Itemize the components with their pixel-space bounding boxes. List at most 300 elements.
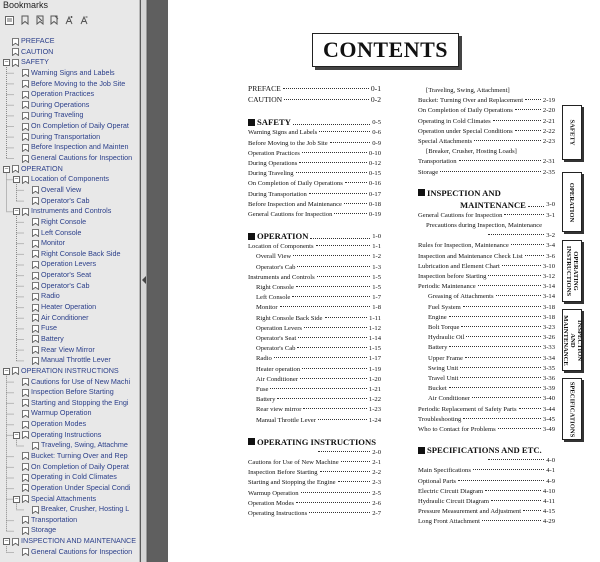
bookmark-icon <box>32 272 39 280</box>
toc-entry-label: Instruments and Controls <box>248 273 315 281</box>
toc-page-number: 3-44 <box>542 405 555 413</box>
leader-dots <box>304 327 367 328</box>
bookmark-item[interactable] <box>0 217 140 228</box>
bookmark-label: Operation Under Special Condi <box>31 482 131 492</box>
toc-entry[interactable] <box>418 497 555 507</box>
toc-entry[interactable] <box>418 405 555 415</box>
bookmark-item[interactable] <box>0 249 140 260</box>
toc-entry-label: Transportation <box>418 158 457 166</box>
collapse-toggle-icon[interactable]: – <box>14 176 19 183</box>
bookmark-item[interactable] <box>0 259 140 270</box>
toc-section-heading[interactable] <box>248 436 381 448</box>
toc-entry[interactable] <box>418 425 555 435</box>
toc-page-number: 1-5 <box>372 284 381 291</box>
toc-entry-label: Optional Parts <box>418 477 456 485</box>
bookmark-icon <box>22 484 29 492</box>
bookmark-item[interactable] <box>0 270 140 281</box>
bookmark-label: Monitor <box>41 238 65 248</box>
toc-entry[interactable] <box>428 354 555 364</box>
toc-entry[interactable] <box>248 169 381 179</box>
bookmark-item[interactable] <box>0 419 140 430</box>
bookmark-icon <box>32 346 39 354</box>
toc-note <box>426 147 517 157</box>
toc-entry-label: Who to Contact for Problems <box>418 426 496 433</box>
bookmark-item[interactable] <box>0 355 140 366</box>
toc-section-heading[interactable] <box>248 230 381 242</box>
toc-entry[interactable] <box>428 374 555 384</box>
text-larger-icon[interactable] <box>65 15 74 25</box>
toc-entry[interactable] <box>418 262 555 272</box>
leader-dots <box>461 326 540 327</box>
leader-dots <box>297 347 366 348</box>
leader-dots <box>310 238 370 239</box>
bookmark-item[interactable] <box>0 79 140 90</box>
leader-dots <box>300 378 367 379</box>
bookmark-item[interactable] <box>0 281 140 292</box>
toc-entry[interactable] <box>248 458 381 468</box>
collapse-toggle-icon[interactable]: – <box>4 538 9 545</box>
toc-entry[interactable] <box>428 343 555 353</box>
bookmark-icon <box>32 261 39 269</box>
toc-section-heading[interactable] <box>418 444 555 456</box>
toc-page-number: 1-23 <box>368 406 381 414</box>
toc-page-number: 3-49 <box>542 426 555 433</box>
toc-entry[interactable] <box>256 314 381 324</box>
toc-entry[interactable] <box>428 384 555 394</box>
toc-entry[interactable] <box>418 137 555 147</box>
toc-entry-label: Electric Circuit Diagram <box>418 487 484 495</box>
bookmark-icon <box>32 314 39 322</box>
bookmark-item[interactable] <box>0 472 140 483</box>
leader-dots <box>277 398 366 399</box>
toc-page-number: 2-6 <box>372 499 381 507</box>
section-tab[interactable] <box>562 172 582 232</box>
toc-entry-label: On Completion of Daily Operations <box>418 107 513 115</box>
bookmark-item[interactable] <box>0 89 140 100</box>
section-tab[interactable] <box>562 240 582 302</box>
bookmark-item[interactable] <box>0 313 140 324</box>
bookmark-item[interactable] <box>0 110 140 121</box>
toc-entry[interactable] <box>428 394 555 404</box>
toc-entry-label: Operation under Special Conditions <box>418 127 513 135</box>
toc-section-heading[interactable] <box>418 199 555 211</box>
toc-entry[interactable] <box>418 157 555 167</box>
toc-entry[interactable] <box>248 448 381 458</box>
leader-dots <box>325 317 368 318</box>
toc-page-number: 3-1 <box>546 211 555 219</box>
bookmark-item[interactable] <box>0 504 140 515</box>
bookmark-item[interactable] <box>0 57 140 68</box>
collapse-toggle-icon[interactable]: – <box>4 367 9 374</box>
bookmark-label: Fuse <box>41 323 57 333</box>
toc-page-number: 4-1 <box>546 467 555 475</box>
section-tab-label: INSPECTION AND MAINTENANCE <box>561 314 583 366</box>
leader-dots <box>302 368 367 369</box>
toc-entry[interactable] <box>256 405 381 415</box>
bookmark-label: Air Conditioner <box>41 312 89 322</box>
collapse-arrow-icon[interactable] <box>142 276 146 284</box>
toc-entry-label: Operator's Seat <box>256 335 297 342</box>
leader-dots <box>496 295 541 296</box>
bookmark-icon <box>22 69 29 77</box>
toc-note-label: Precautions during Inspection, Maintenance <box>426 222 543 229</box>
toc-page-number: 4-15 <box>542 508 555 516</box>
toc-entry-label: During Operations <box>248 160 298 167</box>
bookmark-icon <box>22 101 29 109</box>
panel-splitter[interactable] <box>141 0 147 562</box>
toc-heading-label: INSPECTION AND <box>427 187 501 198</box>
leader-dots <box>460 377 541 378</box>
collapse-toggle-icon[interactable]: – <box>14 208 19 215</box>
bookmark-item[interactable] <box>0 430 140 441</box>
toc-entry[interactable] <box>248 499 381 509</box>
bookmark-icon <box>12 48 19 56</box>
leader-dots <box>473 469 544 470</box>
bookmark-label: OPERATION INSTRUCTIONS <box>21 365 119 375</box>
toc-entry[interactable] <box>418 487 555 497</box>
toc-entry[interactable] <box>248 139 381 149</box>
leader-dots <box>460 367 541 368</box>
bookmark-label: Operation Practices <box>31 89 95 99</box>
toc-page-number: 2-23 <box>542 138 555 145</box>
bookmark-icon <box>22 399 29 407</box>
toc-entry[interactable] <box>256 354 381 364</box>
collapse-toggle-icon[interactable]: – <box>4 59 9 66</box>
toc-entry[interactable] <box>428 333 555 343</box>
toc-entry[interactable] <box>418 168 555 178</box>
toc-page-number: 1-15 <box>368 345 381 353</box>
toc-page-number: 2-19 <box>542 97 555 105</box>
bookmark-item[interactable] <box>0 451 140 462</box>
toc-entry-label: Warning Signs and Labels <box>248 129 318 137</box>
bookmark-icon <box>22 431 29 439</box>
bookmark-item[interactable] <box>0 302 140 313</box>
toc-entry[interactable] <box>248 95 381 105</box>
bookmark-icon <box>12 38 19 46</box>
toc-entry[interactable] <box>418 517 555 527</box>
leader-dots <box>303 408 367 409</box>
toc-page-number: 2-21 <box>542 117 555 125</box>
toc-entry[interactable] <box>418 507 555 517</box>
toc-page-number: 0-6 <box>372 129 381 137</box>
toc-entry[interactable] <box>248 242 381 252</box>
section-tab[interactable] <box>562 309 582 371</box>
bookmark-item[interactable] <box>0 334 140 345</box>
bookmark-label: Operator's Cab <box>41 280 90 290</box>
bookmark-item[interactable] <box>0 47 140 58</box>
bookmark-label: Bucket: Turning Over and Rep <box>31 450 128 460</box>
toc-page-number: 3-18 <box>542 313 555 321</box>
bookmark-tree <box>0 36 140 557</box>
toc-section-heading[interactable] <box>418 187 555 199</box>
bookmark-item[interactable] <box>0 377 140 388</box>
toc-entry[interactable] <box>418 241 555 251</box>
toc-page-number: 3-0 <box>546 201 555 209</box>
toc-entry[interactable] <box>256 303 381 313</box>
leader-dots <box>298 337 367 338</box>
toc-entry[interactable] <box>428 313 555 323</box>
toc-page-number: 0-17 <box>368 190 381 198</box>
toc-entry[interactable] <box>256 395 381 405</box>
toc-entry[interactable] <box>248 179 381 189</box>
leader-dots <box>293 124 370 125</box>
toc-page-number: 1-8 <box>372 304 381 312</box>
toc-entry-label: Fuse <box>256 386 269 393</box>
section-tab[interactable] <box>562 378 582 440</box>
toc-entry[interactable] <box>248 489 381 499</box>
toc-page-number: 3-39 <box>542 385 555 393</box>
bookmark-label: Operating Instructions <box>31 429 102 439</box>
toc-entry[interactable] <box>256 365 381 375</box>
toc-page-number: 2-5 <box>372 489 381 497</box>
toc-entry-label: Inspection before Starting <box>418 273 487 280</box>
bookmark-icon <box>22 421 29 429</box>
toc-entry-label: Heater operation <box>256 365 301 373</box>
leader-dots <box>280 306 371 307</box>
section-tab-label: SAFETY <box>568 119 576 146</box>
leader-dots <box>525 99 541 100</box>
bookmark-label: SAFETY <box>21 57 49 67</box>
toc-entry[interactable] <box>256 416 381 426</box>
toc-entry[interactable] <box>256 293 381 303</box>
toc-entry[interactable] <box>256 344 381 354</box>
toc-entry[interactable] <box>428 364 555 374</box>
leader-dots <box>296 286 370 287</box>
leader-dots <box>515 109 541 110</box>
bookmark-item[interactable] <box>0 515 140 526</box>
bookmark-item[interactable] <box>0 494 140 505</box>
toc-entry[interactable] <box>248 84 381 94</box>
toc-entry-label: Left Console <box>256 294 291 302</box>
document-page <box>168 0 600 562</box>
bookmark-item[interactable] <box>0 366 140 377</box>
toc-page-number: 2-0 <box>372 448 381 456</box>
toc-page-number: 1-1 <box>372 243 381 251</box>
bookmark-icon <box>12 59 19 67</box>
leader-dots <box>482 520 541 521</box>
bookmark-label: Operation Modes <box>31 419 87 429</box>
delete-bookmark-icon[interactable] <box>35 15 44 25</box>
toc-page-number: 3-18 <box>542 303 555 311</box>
toc-entry[interactable] <box>418 96 555 106</box>
bookmark-item[interactable] <box>0 345 140 356</box>
toc-entry[interactable] <box>248 468 381 478</box>
bookmark-icon <box>22 474 29 482</box>
bookmark-item[interactable] <box>0 387 140 398</box>
toc-page-number: 0-1 <box>370 84 381 93</box>
bookmark-item[interactable] <box>0 536 140 547</box>
toc-entry[interactable] <box>248 159 381 169</box>
bookmark-label: Manual Throttle Lever <box>41 355 111 365</box>
bookmark-icon <box>32 335 39 343</box>
toc-entry[interactable] <box>248 128 381 138</box>
bookmark-item[interactable] <box>0 174 140 185</box>
bookmark-item[interactable] <box>0 185 140 196</box>
bookmark-item[interactable] <box>0 164 140 175</box>
toc-entry[interactable] <box>256 334 381 344</box>
bookmark-icon <box>32 293 39 301</box>
bookmark-item[interactable] <box>0 462 140 473</box>
section-tab[interactable] <box>562 105 582 160</box>
toc-entry[interactable] <box>248 478 381 488</box>
bookmark-label: Battery <box>41 333 64 343</box>
toc-entry[interactable] <box>418 106 555 116</box>
bookmark-icon <box>32 442 39 450</box>
toc-heading-label: OPERATING INSTRUCTIONS <box>257 436 376 447</box>
toc-entry-label: Main Specifications <box>418 467 471 475</box>
toc-entry[interactable] <box>248 210 381 220</box>
bookmark-item[interactable] <box>0 228 140 239</box>
toc-page-number: 3-36 <box>542 375 555 382</box>
toc-entry[interactable] <box>418 117 555 127</box>
bookmark-label: During Traveling <box>31 110 84 120</box>
bookmark-icon <box>22 527 29 535</box>
toc-entry[interactable] <box>256 375 381 385</box>
toc-entry-label: Periodic Replacement of Safety Parts <box>418 405 517 413</box>
toc-page-number: 3-34 <box>542 354 555 362</box>
toc-entry-label: Fuel System <box>428 303 461 311</box>
bookmark-item[interactable] <box>0 68 140 79</box>
bookmark-icon <box>32 506 39 514</box>
leader-dots <box>502 265 541 266</box>
new-bookmark-icon[interactable] <box>20 15 29 25</box>
toc-entry-label: Right Console <box>256 284 294 291</box>
collapse-toggle-icon[interactable]: – <box>4 165 9 172</box>
toc-entry[interactable] <box>418 211 555 221</box>
toc-entry[interactable] <box>418 415 555 425</box>
leader-dots <box>270 388 366 389</box>
toc-entry-label: CAUTION <box>248 95 283 105</box>
bookmark-label: Operating in Cold Climates <box>31 472 117 482</box>
leader-dots <box>316 245 371 246</box>
toc-entry-label: Battery <box>428 344 448 352</box>
toc-entry[interactable] <box>248 509 381 519</box>
toc-entry[interactable] <box>418 456 555 466</box>
bookmark-item[interactable] <box>0 121 140 132</box>
toc-entry-label: Upper Frame <box>428 354 463 362</box>
toc-note-label: [Breaker, Crusher, Hosting Loads] <box>426 148 517 156</box>
bookmark-label: On Completion of Daily Operat <box>31 121 129 131</box>
bookmark-item[interactable] <box>0 142 140 153</box>
toc-heading-label: OPERATION <box>257 231 309 242</box>
toc-entry[interactable] <box>256 385 381 395</box>
toc-page-number: 3-10 <box>542 262 555 270</box>
toc-entry[interactable] <box>418 466 555 476</box>
bookmark-label: During Operations <box>31 99 90 109</box>
bookmark-item[interactable] <box>0 238 140 249</box>
toc-page-number: 4-10 <box>542 487 555 495</box>
toc-page-number: 0-16 <box>368 180 381 188</box>
leader-dots <box>299 162 367 163</box>
toc-entry-label: Inspection Before Starting <box>248 469 318 477</box>
toc-entry[interactable] <box>418 252 555 262</box>
bookmark-item[interactable] <box>0 291 140 302</box>
leader-dots <box>293 255 370 256</box>
bookmark-item[interactable] <box>0 100 140 111</box>
toc-section-heading[interactable] <box>248 116 381 128</box>
bookmark-item[interactable] <box>0 196 140 207</box>
bookmarks-panel <box>0 0 140 562</box>
bookmark-item[interactable] <box>0 36 140 47</box>
toc-entry[interactable] <box>428 292 555 302</box>
bookmark-item[interactable] <box>0 323 140 334</box>
toc-entry[interactable] <box>256 252 381 262</box>
bookmark-item[interactable] <box>0 483 140 494</box>
toc-entry[interactable] <box>418 231 555 241</box>
toc-entry[interactable] <box>428 303 555 313</box>
toc-entry-label: Operation Modes <box>248 499 294 507</box>
bookmark-icon <box>22 123 29 131</box>
collapse-toggle-icon[interactable]: – <box>14 431 19 438</box>
bookmark-item[interactable] <box>0 408 140 419</box>
toc-entry-label: Operation Levers <box>256 324 302 332</box>
bookmark-item[interactable] <box>0 153 140 164</box>
toc-entry[interactable] <box>248 190 381 200</box>
toc-page-number: 4-29 <box>542 518 555 526</box>
toc-entry[interactable] <box>248 200 381 210</box>
toc-entry[interactable] <box>418 127 555 137</box>
text-smaller-icon[interactable] <box>80 15 89 25</box>
bookmark-item[interactable] <box>0 525 140 536</box>
toc-entry-label: Rear view mirror <box>256 406 302 414</box>
bookmark-label: CAUTION <box>21 46 54 56</box>
toc-page-number: 1-7 <box>372 294 381 302</box>
expand-bookmark-icon[interactable] <box>50 15 59 25</box>
toc-entry-label: Overall View <box>256 253 292 261</box>
toc-page-number: 2-20 <box>542 107 555 115</box>
toc-page-number: 2-22 <box>542 127 555 135</box>
toc-entry[interactable] <box>248 273 381 283</box>
leader-dots <box>491 500 541 501</box>
leader-dots <box>498 428 541 429</box>
bookmark-label: Starting and Stopping the Engi <box>31 397 129 407</box>
leader-dots <box>523 510 541 511</box>
toc-entry-label: Long Front Attachment <box>418 518 480 526</box>
leader-dots <box>301 492 371 493</box>
bookmark-label: Right Console <box>41 216 87 226</box>
toc-entry[interactable] <box>418 477 555 487</box>
toc-entry[interactable] <box>256 324 381 334</box>
bookmark-item[interactable] <box>0 206 140 217</box>
bookmark-icon <box>22 144 29 152</box>
toc-page-number: 0-10 <box>368 149 381 157</box>
section-tab-label: OPERATION <box>568 182 576 222</box>
leader-dots <box>485 490 541 491</box>
bookmark-label: General Cautions for Inspection <box>31 153 133 163</box>
toc-entry[interactable] <box>256 283 381 293</box>
collapse-toggle-icon[interactable]: – <box>14 495 19 502</box>
toc-entry[interactable] <box>418 272 555 282</box>
toc-entry[interactable] <box>428 323 555 333</box>
toc-entry[interactable] <box>248 149 381 159</box>
leader-dots <box>283 88 369 89</box>
bookmark-item[interactable] <box>0 132 140 143</box>
toc-entry[interactable] <box>256 263 381 273</box>
bookmark-label: Breaker, Crusher, Hosting L <box>41 504 130 514</box>
bookmark-label: PREFACE <box>21 36 55 45</box>
leader-dots <box>341 461 371 462</box>
toc-page-number: 4-0 <box>546 457 555 465</box>
toc-entry[interactable] <box>418 282 555 292</box>
bookmark-item[interactable] <box>0 398 140 409</box>
bookmarks-menu-icon[interactable] <box>5 15 14 25</box>
leader-dots <box>493 120 541 121</box>
toc-entry-label: Hydraulic Circuit Diagram <box>418 498 490 505</box>
bookmark-item[interactable] <box>0 547 140 558</box>
leader-dots <box>296 172 367 173</box>
bookmark-item[interactable] <box>0 440 140 451</box>
bookmark-icon <box>22 378 29 386</box>
